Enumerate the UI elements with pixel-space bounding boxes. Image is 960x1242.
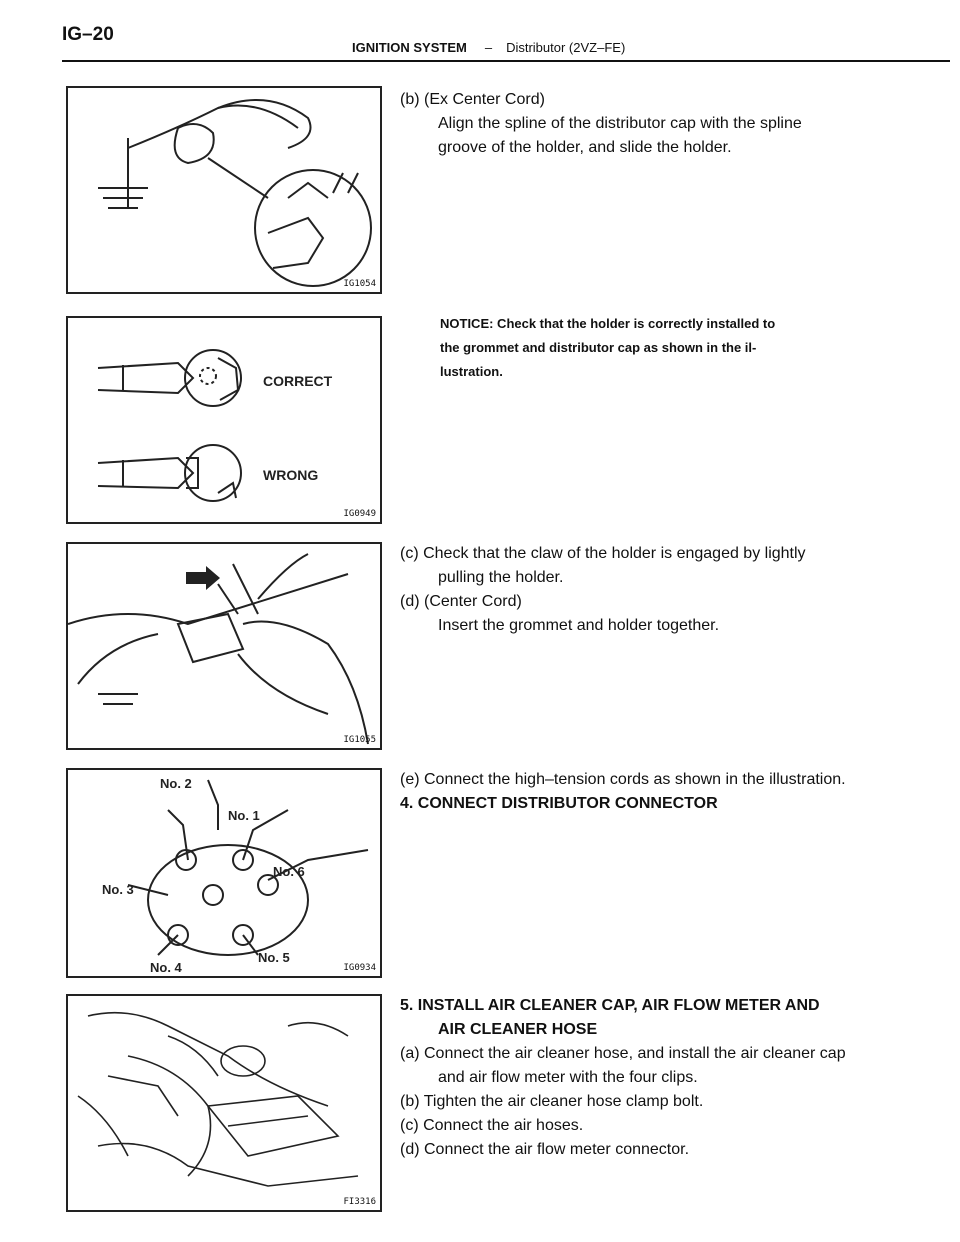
cord-label-no5: No. 5	[258, 950, 290, 965]
figure-holder-installation	[66, 86, 382, 294]
step-c-d-text	[400, 542, 890, 638]
figure-code: IG0934	[343, 963, 376, 973]
notice-text	[440, 312, 850, 384]
cord-label-no4: No. 4	[150, 960, 182, 975]
step-5b-line: (b) Tighten the air cleaner hose clamp bolt.	[400, 1093, 704, 1110]
cord-label-no1: No. 1	[228, 808, 260, 823]
step-b-text	[400, 88, 890, 160]
figure-code: IG1054	[343, 279, 376, 289]
notice-line1: NOTICE: Check that the holder is correctly installed to	[440, 316, 776, 331]
figure-claw-check	[66, 542, 382, 750]
figure-correct-wrong	[66, 316, 382, 524]
header-separator: –	[484, 40, 493, 55]
page-code: IG–20	[62, 24, 114, 45]
step-5-heading-line1: 5. INSTALL AIR CLEANER CAP, AIR FLOW METER AND	[400, 997, 820, 1014]
step-5d-line: (d) Connect the air flow meter connector.	[400, 1141, 690, 1158]
holder-illustration	[68, 88, 380, 292]
step-4-heading: 4. CONNECT DISTRIBUTOR CONNECTOR	[400, 795, 718, 812]
step-c-line1: (c) Check that the claw of the holder is engaged by lightly	[400, 545, 806, 562]
air-cleaner-illustration	[68, 996, 380, 1210]
step-b-line1: (b) (Ex Center Cord)	[400, 91, 545, 108]
step-5-text	[400, 994, 890, 1162]
step-b-line3: groove of the holder, and slide the holder.	[438, 139, 732, 156]
claw-check-illustration	[68, 544, 380, 748]
label-correct: CORRECT	[263, 373, 333, 389]
notice-line2: the grommet and distributor cap as shown in the il-	[440, 340, 757, 355]
figure-air-cleaner	[66, 994, 382, 1212]
cord-label-no6: No. 6	[273, 864, 305, 879]
header-rule	[62, 60, 950, 62]
step-5c-line: (c) Connect the air hoses.	[400, 1117, 584, 1134]
step-5a-line2: and air flow meter with the four clips.	[438, 1069, 698, 1086]
step-e-text	[400, 768, 890, 816]
figure-code: IG0949	[343, 509, 376, 519]
step-5-heading-line2: AIR CLEANER HOSE	[438, 1021, 598, 1038]
step-c-line2: pulling the holder.	[438, 569, 564, 586]
step-5a-line1: (a) Connect the air cleaner hose, and install the air cleaner cap	[400, 1045, 846, 1062]
running-header	[352, 40, 625, 55]
figure-code: FI3316	[343, 1197, 376, 1207]
cord-label-no2: No. 2	[160, 776, 192, 791]
step-e-line: (e) Connect the high–tension cords as shown in the illustration.	[400, 771, 846, 788]
cord-label-no3: No. 3	[102, 882, 134, 897]
figure-code: IG1055	[343, 735, 376, 745]
step-b-line2: Align the spline of the distributor cap with the spline	[438, 115, 802, 132]
notice-line3: lustration.	[440, 364, 503, 379]
figure-cord-order	[66, 768, 382, 978]
subsection-title: Distributor (2VZ–FE)	[506, 40, 626, 55]
step-d-line2: Insert the grommet and holder together.	[438, 617, 720, 634]
label-wrong: WRONG	[263, 467, 319, 483]
correct-wrong-illustration	[68, 318, 380, 522]
cord-order-illustration	[68, 770, 380, 976]
section-title: IGNITION SYSTEM	[352, 40, 467, 55]
step-d-line1: (d) (Center Cord)	[400, 593, 522, 610]
